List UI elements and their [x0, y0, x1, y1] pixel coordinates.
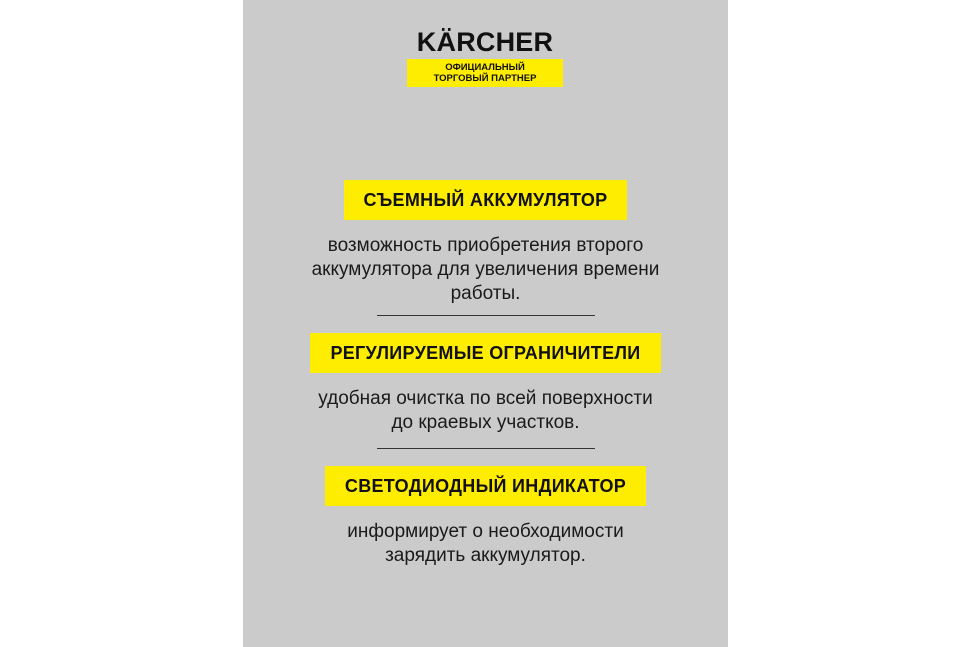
feature-description-line: зарядить аккумулятор. — [385, 545, 586, 566]
feature-description-line: аккумулятора для увеличения времени — [311, 259, 660, 280]
feature-description — [243, 520, 728, 568]
partner-badge — [407, 59, 563, 87]
feature-removable-battery — [243, 180, 728, 306]
feature-description-line: работы. — [450, 283, 521, 304]
partner-badge-line-1: ОФИЦИАЛЬНЫЙ — [445, 62, 525, 73]
partner-badge-line-2: ТОРГОВЫЙ ПАРТНЕР — [433, 73, 537, 84]
feature-description-line: удобная очистка по всей поверхности — [318, 388, 653, 409]
feature-description-line: информирует о необходимости — [347, 521, 624, 542]
feature-title: СВЕТОДИОДНЫЙ ИНДИКАТОР — [325, 466, 646, 506]
brand-logo — [407, 28, 563, 87]
feature-title: СЪЕМНЫЙ АККУМУЛЯТОР — [344, 180, 628, 220]
logo-wordmark: KÄRCHER — [416, 27, 554, 57]
section-divider — [377, 448, 595, 449]
feature-title: РЕГУЛИРУЕМЫЕ ОГРАНИЧИТЕЛИ — [310, 333, 660, 373]
feature-card — [243, 0, 728, 647]
feature-description-line: возможность приобретения второго — [327, 235, 644, 256]
feature-description — [243, 234, 728, 306]
section-divider — [377, 315, 595, 316]
feature-led-indicator — [243, 466, 728, 568]
feature-description — [243, 387, 728, 435]
feature-description-line: до краевых участков. — [391, 412, 580, 433]
feature-adjustable-limiters — [243, 333, 728, 435]
